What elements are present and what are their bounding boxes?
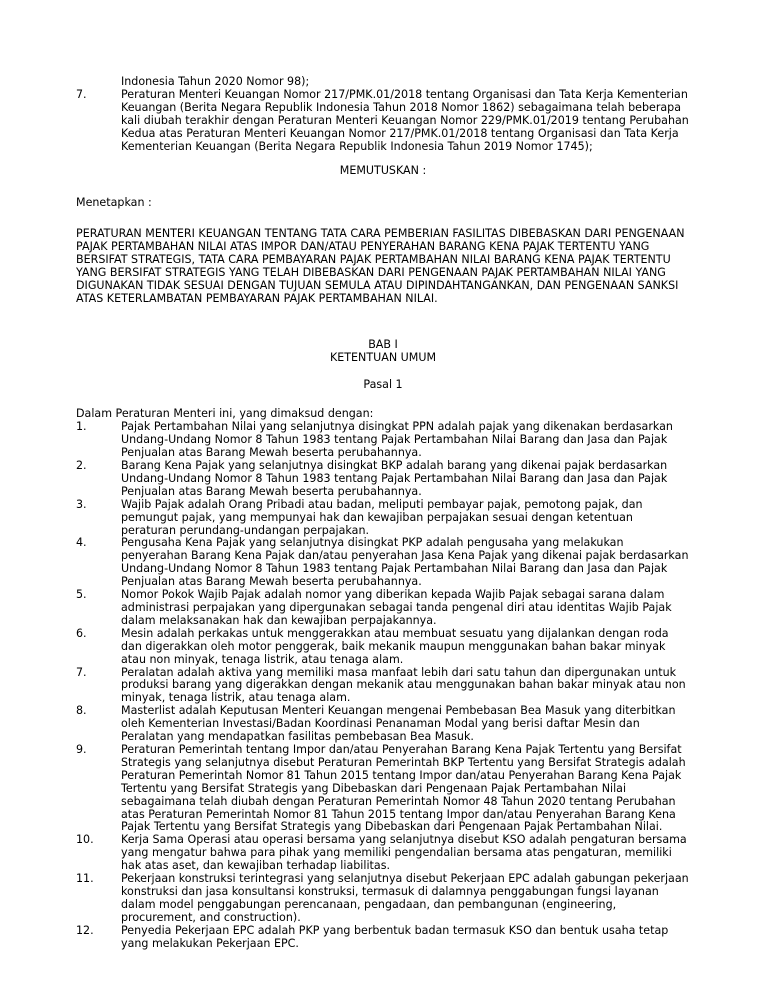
item-text: Peralatan adalah aktiva yang memiliki masa manfaat lebih dari satu tahun dan dipergunakan untuk produksi barang yang digerakkan dengan mekanik atau menggunakan bahan bakar minyak atau non minyak, tenaga listrik, atau tenaga alam. <box>121 665 686 705</box>
item-number: 2. <box>76 459 87 473</box>
definitions-list <box>76 421 690 950</box>
definition-item <box>76 705 690 744</box>
item-text: Masterlist adalah Keputusan Menteri Keuangan mengenai Pembebasan Bea Masuk yang diterbitkan oleh Kementerian Investasi/Badan Koordinasi Penanaman Modal yang berisi daftar Mesin dan Peralatan yang mendapatkan fasilitas pembebasan Bea Masuk. <box>121 704 676 744</box>
definitions-intro: Dalam Peraturan Menteri ini, yang dimaksud dengan: <box>76 407 374 421</box>
item-text: Penyedia Pekerjaan EPC adalah PKP yang berbentuk badan termasuk KSO dan bentuk usaha tetap yang melakukan Pekerjaan EPC. <box>121 923 669 950</box>
definition-item <box>76 460 690 499</box>
previous-item-continuation: Indonesia Tahun 2020 Nomor 98); <box>121 75 310 88</box>
definition-item <box>76 925 690 951</box>
definition-item <box>76 744 690 834</box>
item-text: Peraturan Pemerintah tentang Impor dan/atau Penyerahan Barang Kena Pajak Tertentu yang Bersifat Strategis yang selanjutnya disebut Peraturan Pemerintah BKP Tertentu yang Bersifat Strategis adalah Peraturan Pemerintah Nomor 81 Tahun 2015 tentang Impor dan/atau Penyerahan Barang Kena Pajak Tertentu yang Bersifat Strategis yang Dibebaskan dari Pengenaan Pajak Pertambahan Nilai sebagaimana telah diubah dengan Peraturan Pemerintah Nomor 48 Tahun 2020 tentang Perubahan atas Peraturan Pemerintah Nomor 81 Tahun 2015 tentang Impor dan/atau Penyerahan Barang Kena Pajak Tertentu yang Bersifat Strategis yang Dibebaskan dari Pengenaan Pajak Pertambahan Nilai. <box>121 742 686 834</box>
previous-list-item <box>76 89 690 154</box>
item-text: Mesin adalah perkakas untuk menggerakkan atau membuat sesuatu yang dijalankan dengan roda dan digerakkan oleh motor penggerak, baik mekanik maupun menggunakan bahan bakar minyak atau non minyak, tenaga listrik, atau tenaga alam. <box>121 626 669 666</box>
definition-item <box>76 537 690 589</box>
item-number: 3. <box>76 497 87 511</box>
item-number: 5. <box>76 588 87 602</box>
item-number: 8. <box>76 704 87 718</box>
item-number: 7. <box>76 665 87 679</box>
item-text: Nomor Pokok Wajib Pajak adalah nomor yang diberikan kepada Wajib Pajak sebagai sarana dalam administrasi perpajakan yang dipergunakan sebagai tanda pengenal diri atau identitas Wajib Pajak dalam melaksanakan hak dan kewajiban perpajakannya. <box>121 588 672 627</box>
definition-item <box>76 628 690 667</box>
item-text: Peraturan Menteri Keuangan Nomor 217/PMK.01/2018 tentang Organisasi dan Tata Kerja Kementerian Keuangan (Berita Negara Republik Indonesia Tahun 2018 Nomor 1862) sebagaimana telah beberapa kali diubah terakhir dengan Peraturan Menteri Keuangan Nomor 229/PMK.01/2019 tentang Perubahan Kedua atas Peraturan Menteri Keuangan Nomor 217/PMK.01/2018 tentang Organisasi dan Tata Kerja Kementerian Keuangan (Berita Negara Republik Indonesia Tahun 2019 Nomor 1745); <box>121 87 689 153</box>
establish-label: Menetapkan : <box>76 196 152 210</box>
definition-item <box>76 421 690 460</box>
chapter-number: BAB I <box>368 337 398 351</box>
item-number: 11. <box>76 872 94 886</box>
item-text: Wajib Pajak adalah Orang Pribadi atau badan, meliputi pembayar pajak, pemotong pajak, dan pemungut pajak, yang mempunyai hak dan kewajiban perpajakan sesuai dengan ketentuan peraturan perundang-undangan perpajakan. <box>121 497 643 537</box>
item-text: Pekerjaan konstruksi terintegrasi yang selanjutnya disebut Pekerjaan EPC adalah gabungan pekerjaan konstruksi dan jasa konsultansi konstruksi, termasuk di dalamnya penggabungan fungsi layanan dalam model penggabungan perencanaan, pengadaan, dan pembangunan (engineering, procurement, and construction). <box>121 872 689 924</box>
article-heading: Pasal 1 <box>363 377 403 391</box>
definition-item <box>76 499 690 538</box>
item-number: 9. <box>76 742 87 756</box>
definition-item <box>76 589 690 628</box>
item-number: 4. <box>76 536 87 550</box>
item-number: 7. <box>76 87 87 101</box>
chapter-title: KETENTUAN UMUM <box>329 350 437 364</box>
item-text: Pengusaha Kena Pajak yang selanjutnya disingkat PKP adalah pengusaha yang melakukan penyerahan Barang Kena Pajak dan/atau penyerahan Jasa Kena Pajak yang dikenai pajak berdasarkan Undang-Undang Nomor 8 Tahun 1983 tentang Pajak Pertambahan Nilai Barang dan Jasa dan Pajak Penjualan atas Barang Mewah beserta perubahannya. <box>121 536 689 589</box>
item-text: Pajak Pertambahan Nilai yang selanjutnya disingkat PPN adalah pajak yang dikenakan berdasarkan Undang-Undang Nomor 8 Tahun 1983 tentang Pajak Pertambahan Nilai Barang dan Jasa dan Pajak Penjualan atas Barang Mewah beserta perubahannya. <box>121 420 673 460</box>
definition-item <box>76 834 690 873</box>
regulation-title: PERATURAN MENTERI KEUANGAN TENTANG TATA CARA PEMBERIAN FASILITAS DIBEBASKAN DARI PENGENAAN PAJAK PERTAMBAHAN NILAI ATAS IMPOR DAN/ATAU PENYERAHAN BARANG KENA PAJAK TERTENTU YANG BERSIFAT STRATEGIS, TATA CARA PEMBAYARAN PAJAK PERTAMBAHAN NILAI BARANG KENA PAJAK TERTENTU YANG BERSIFAT STRATEGIS YANG TELAH DIBEBASKAN DARI PENGENAAN PAJAK PERTAMBAHAN NILAI YANG DIGUNAKAN TIDAK SESUAI DENGAN TUJUAN SEMULA ATAU DIPINDAHTANGANKAN, DAN PENGENAAN SANKSI ATAS KETERLAMBATAN PEMBAYARAN PAJAK PERTAMBAHAN NILAI. <box>76 227 685 305</box>
item-text: Kerja Sama Operasi atau operasi bersama yang selanjutnya disebut KSO adalah pengaturan bersama yang mengatur bahwa para pihak yang memiliki pengendalian bersama atas pengaturan, memiliki hak atas aset, dan kewajiban terhadap liabilitas. <box>121 833 687 873</box>
item-number: 10. <box>76 833 94 847</box>
item-number: 1. <box>76 420 87 434</box>
item-number: 12. <box>76 923 94 937</box>
definition-item <box>76 667 690 706</box>
item-text: Barang Kena Pajak yang selanjutnya disingkat BKP adalah barang yang dikenai pajak berdasarkan Undang-Undang Nomor 8 Tahun 1983 tentang Pajak Pertambahan Nilai Barang dan Jasa dan Pajak Penjualan atas Barang Mewah beserta perubahannya. <box>121 459 668 498</box>
decision-heading: MEMUTUSKAN : <box>339 164 427 178</box>
definition-item <box>76 873 690 925</box>
item-number: 6. <box>76 626 87 640</box>
